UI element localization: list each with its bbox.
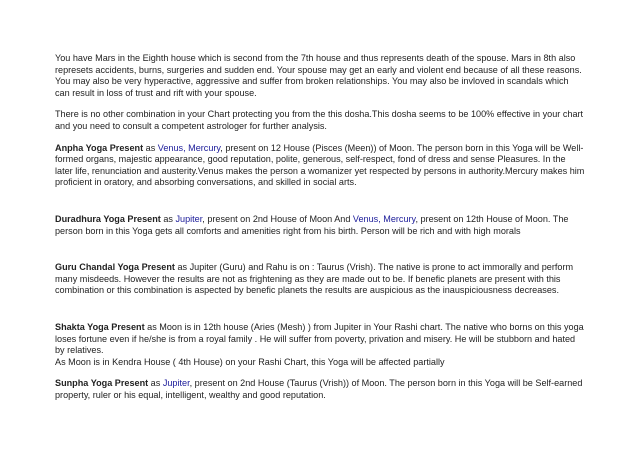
mars-eighth-house-paragraph: You have Mars in the Eighth house which is second from the 7th house and thus represents death of the spouse. Mars in 8th also represets accidents, burns, surgeries and sudden end. Your spouse may get an early and violent end because of all these reasons. You may also be very hyperactive, aggressive and suffer from broken relationships. You may also be invloved in scandals which can result in loss of trust and rift with your spouse. — [55, 53, 582, 98]
guru-chandal-description: as Jupiter (Guru) and Rahu is on : Taurus (Vrish). The native is prone to act immorally and perform many misdeeds. However the results are not as frightening as they are made out to be. If benefic planets are present with this combination or this combination is aspected by benefic planets the results are auspicious as the inauspiciousness decreases. — [55, 262, 574, 296]
sunpha-yoga-paragraph — [55, 378, 585, 401]
shakta-kendra-note: As Moon is in Kendra House ( 4th House) on your Rashi Chart, this Yoga will be affected partially — [55, 356, 445, 367]
no-combination-paragraph: There is no other combination in your Chart protecting you from the this dosha.This dosha seems to be 100% effective in your chart and you need to consult a competent astrologer for further analysis. — [55, 109, 584, 131]
sunpha-yoga-title: Sunpha Yoga Present — [55, 378, 149, 389]
duradhura-planets-venus-mercury: Venus, Mercury — [352, 213, 416, 224]
sunpha-description: , present on 2nd House (Taurus (Vrish)) of Moon. The person born in this Yoga will be Self-earned property, ruler or his equal, intelligent, wealthy and good reputation. — [55, 378, 583, 400]
shakta-yoga-paragraph — [55, 322, 585, 357]
guru-chandal-yoga-title: Guru Chandal Yoga Present — [55, 262, 175, 273]
guru-chandal-yoga-paragraph — [55, 262, 585, 297]
duradhura-mid: , present on 2nd House of Moon And — [202, 213, 353, 224]
anpha-yoga-title: Anpha Yoga Present — [55, 142, 144, 153]
shakta-description: as Moon is in 12th house (Aries (Mesh) ) from Jupiter in Your Rashi chart. The native who borns on this yoga loses fortune even if he/she is from a royal family . He will suffer from poverty, privation and misery. He will be stubborn and hated by relatives. — [55, 321, 584, 356]
sunpha-planet: Jupiter — [162, 378, 190, 389]
duradhura-yoga-paragraph — [55, 214, 585, 237]
anpha-description: , present on 12 House (Pisces (Meen)) of Moon. The person born in this Yoga will be Well-formed organs, majestic appearance, good reputation, polite, generous, self-respect, fond of dress and sense Pleasures. In the later life, renunciation and austerity.Venus makes the person a womanizer yet respected by persons in authority.Mercury makes him proficient in oratory, and absorbing conversations, and skilled in social arts. — [55, 142, 585, 188]
duradhura-as: as — [160, 213, 176, 224]
anpha-as: as — [143, 142, 158, 153]
sunpha-as: as — [148, 378, 163, 389]
duradhura-yoga-title: Duradhura Yoga Present — [55, 213, 161, 224]
shakta-yoga-title: Shakta Yoga Present — [55, 321, 145, 332]
anpha-planets: Venus, Mercury — [157, 142, 221, 153]
document-page — [55, 53, 585, 401]
duradhura-description: , present on 12th House of Moon. The person born in this Yoga gets all comforts and amenities right from his birth. Person will be rich and with high morals — [55, 213, 569, 236]
anpha-yoga-paragraph — [55, 143, 585, 189]
duradhura-planet-jupiter: Jupiter — [175, 213, 203, 224]
